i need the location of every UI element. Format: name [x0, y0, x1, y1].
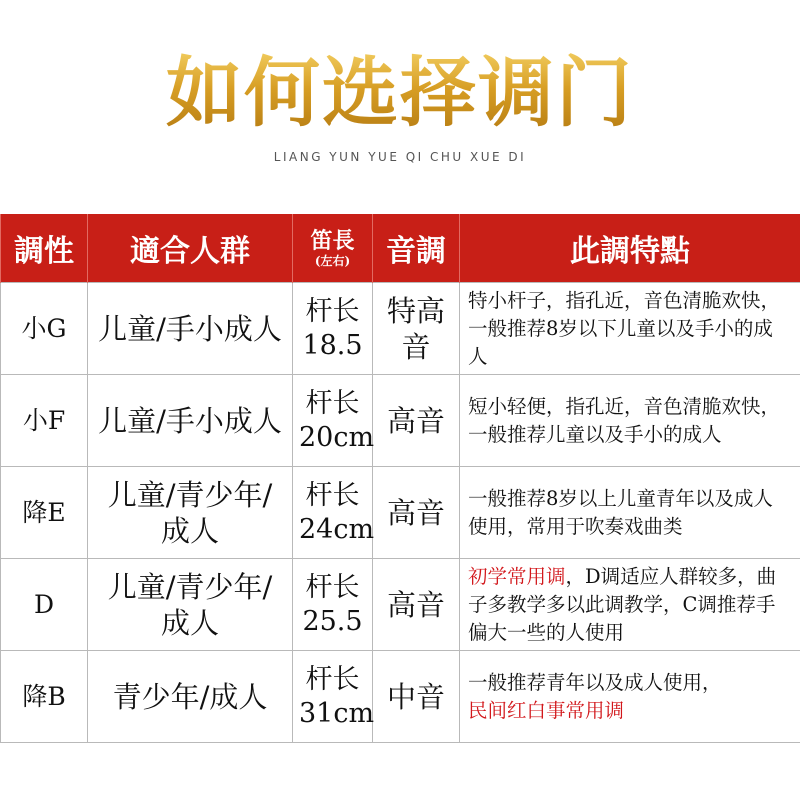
row-length-label: 杆长 [305, 571, 360, 603]
row-length [293, 559, 373, 651]
row-pitch: 中音 [373, 651, 460, 743]
page-subtitle: LIANG YUN YUE QI CHU XUE DI [273, 150, 527, 164]
row-description [460, 651, 800, 743]
row-key: D [1, 559, 88, 651]
row-pitch: 高音 [373, 375, 460, 467]
column-header-key: 調性 [1, 214, 88, 283]
page-title: 如何选择调门 [0, 48, 800, 138]
column-header-audience: 適合人群 [88, 214, 293, 283]
row-length-label: 杆长 [305, 479, 360, 511]
table-header-row [1, 214, 800, 283]
row-length-value: 18.5 [302, 329, 363, 361]
row-pitch: 特高音 [373, 283, 460, 375]
column-header-length-main: 笛長 [310, 228, 355, 254]
table-row [1, 559, 800, 651]
table-row [1, 375, 800, 467]
row-length-value: 25.5 [302, 605, 363, 637]
row-pitch: 高音 [373, 559, 460, 651]
row-length-value: 20cm [299, 421, 375, 453]
column-header-length [293, 214, 373, 283]
row-length [293, 651, 373, 743]
row-audience: 儿童/青少年/成人 [88, 467, 293, 559]
row-audience: 儿童/青少年/成人 [88, 559, 293, 651]
table-row [1, 467, 800, 559]
row-length [293, 467, 373, 559]
column-header-length-sub: (左右) [314, 254, 351, 268]
column-header-pitch: 音調 [373, 214, 460, 283]
row-audience: 青少年/成人 [88, 651, 293, 743]
row-description [460, 559, 800, 651]
row-length-label: 杆长 [305, 387, 360, 419]
row-description-highlight: 民间红白事常用调 [468, 698, 625, 722]
row-audience: 儿童/手小成人 [88, 283, 293, 375]
row-key: 小F [1, 375, 88, 467]
row-description-text: 特小杆子，指孔近，音色清脆欢快，一般推荐8岁以下儿童以及手小的成人 [468, 288, 781, 368]
row-description-text: 短小轻便，指孔近，音色清脆欢快，一般推荐儿童以及手小的成人 [468, 394, 781, 446]
column-header-features: 此調特點 [460, 214, 800, 283]
row-pitch: 高音 [373, 467, 460, 559]
row-key: 降E [1, 467, 88, 559]
row-length-label: 杆长 [305, 295, 360, 327]
row-audience: 儿童/手小成人 [88, 375, 293, 467]
row-length [293, 375, 373, 467]
row-description-text: 一般推荐8岁以上儿童青年以及成人使用，常用于吹奏戏曲类 [468, 486, 773, 538]
row-length [293, 283, 373, 375]
row-key: 小G [1, 283, 88, 375]
row-description-highlight: 初学常用调 [468, 564, 566, 588]
row-description [460, 283, 800, 375]
row-description-text: 一般推荐青年以及成人使用， [468, 670, 722, 694]
row-description [460, 467, 800, 559]
table-row [1, 651, 800, 743]
row-length-value: 24cm [299, 513, 375, 545]
flute-key-table [0, 214, 800, 743]
row-length-value: 31cm [299, 697, 375, 729]
row-description-text: ，D调适应人群较多，曲子多教学多以此调教学，C调推荐手偏大一些的人使用 [468, 564, 777, 644]
row-length-label: 杆长 [305, 663, 360, 695]
row-description [460, 375, 800, 467]
row-key: 降B [1, 651, 88, 743]
table-row [1, 283, 800, 375]
